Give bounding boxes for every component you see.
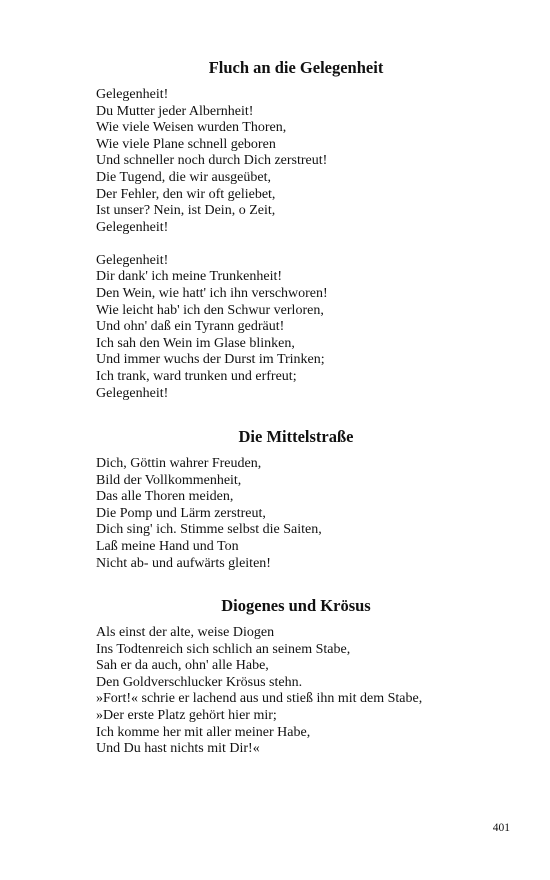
verse-line: Wie viele Weisen wurden Thoren, <box>96 120 287 136</box>
poem-fluch-an-die-gelegenheit <box>96 58 516 402</box>
verse-line: Als einst der alte, weise Diogen <box>96 625 275 640</box>
verse-line: Ist unser? Nein, ist Dein, o Zeit, <box>96 203 276 219</box>
verse-line: Ich komme her mit aller meiner Habe, <box>96 724 311 740</box>
verse-line: Den Wein, wie hatt' ich ihn verschworen! <box>96 286 328 302</box>
verse-line: Ins Todtenreich sich schlich an seinem Stabe, <box>96 641 351 657</box>
verse-line: Wie viele Plane schnell geboren <box>96 136 276 152</box>
poem-stanza <box>96 87 516 236</box>
verse-line: Die Tugend, die wir ausgeübet, <box>96 169 271 185</box>
verse-line: Gelegenheit! <box>96 385 169 401</box>
verse-line: Wie leicht hab' ich den Schwur verloren, <box>96 302 324 318</box>
verse-line: Sah er da auch, ohn' alle Habe, <box>96 658 269 674</box>
verse-line: Ich trank, ward trunken und erfreut; <box>96 369 297 384</box>
verse-line: Und schneller noch durch Dich zerstreut! <box>96 153 328 169</box>
verse-line: »Fort!« schrie er lachend aus und stieß ihn mit dem Stabe, <box>96 691 423 707</box>
poem-stanza <box>96 456 516 572</box>
verse-line: Dich sing' ich. Stimme selbst die Saiten, <box>96 522 322 538</box>
verse-line: Und ohn' daß ein Tyrann gedräut! <box>96 319 285 335</box>
verse-line: Und immer wuchs der Durst im Trinken; <box>96 352 325 368</box>
verse-line: Bild der Vollkommenheit, <box>96 472 242 488</box>
verse-line: Nicht ab- und aufwärts gleiten! <box>96 555 271 571</box>
poem-stanza <box>96 625 516 758</box>
verse-line: Und Du hast nichts mit Dir!« <box>96 741 260 757</box>
poem-title: Die Mittelstraße <box>238 427 354 446</box>
poem-title: Fluch an die Gelegenheit <box>208 58 384 77</box>
poem-diogenes-und-kroesus <box>96 596 516 758</box>
verse-line: Du Mutter jeder Albernheit! <box>96 103 254 119</box>
verse-line: Der Fehler, den wir oft geliebet, <box>96 186 276 202</box>
poem-die-mittelstrasse <box>96 427 516 572</box>
verse-line: Dich, Göttin wahrer Freuden, <box>96 456 262 471</box>
verse-line: Dir dank' ich meine Trunkenheit! <box>96 269 283 285</box>
verse-line: Die Pomp und Lärm zerstreut, <box>96 505 266 521</box>
verse-line: Laß meine Hand und Ton <box>96 538 239 554</box>
verse-line: Gelegenheit! <box>96 252 169 268</box>
page-number: 401 <box>492 822 510 834</box>
verse-line: Ich sah den Wein im Glase blinken, <box>96 335 295 351</box>
verse-line: Das alle Thoren meiden, <box>96 489 234 505</box>
verse-line: »Der erste Platz gehört hier mir; <box>96 707 277 723</box>
verse-line: Den Goldverschlucker Krösus stehn. <box>96 674 303 690</box>
poem-stanza <box>96 253 516 402</box>
verse-line: Gelegenheit! <box>96 87 169 102</box>
verse-line: Gelegenheit! <box>96 219 169 235</box>
poem-title: Diogenes und Krösus <box>221 596 371 615</box>
